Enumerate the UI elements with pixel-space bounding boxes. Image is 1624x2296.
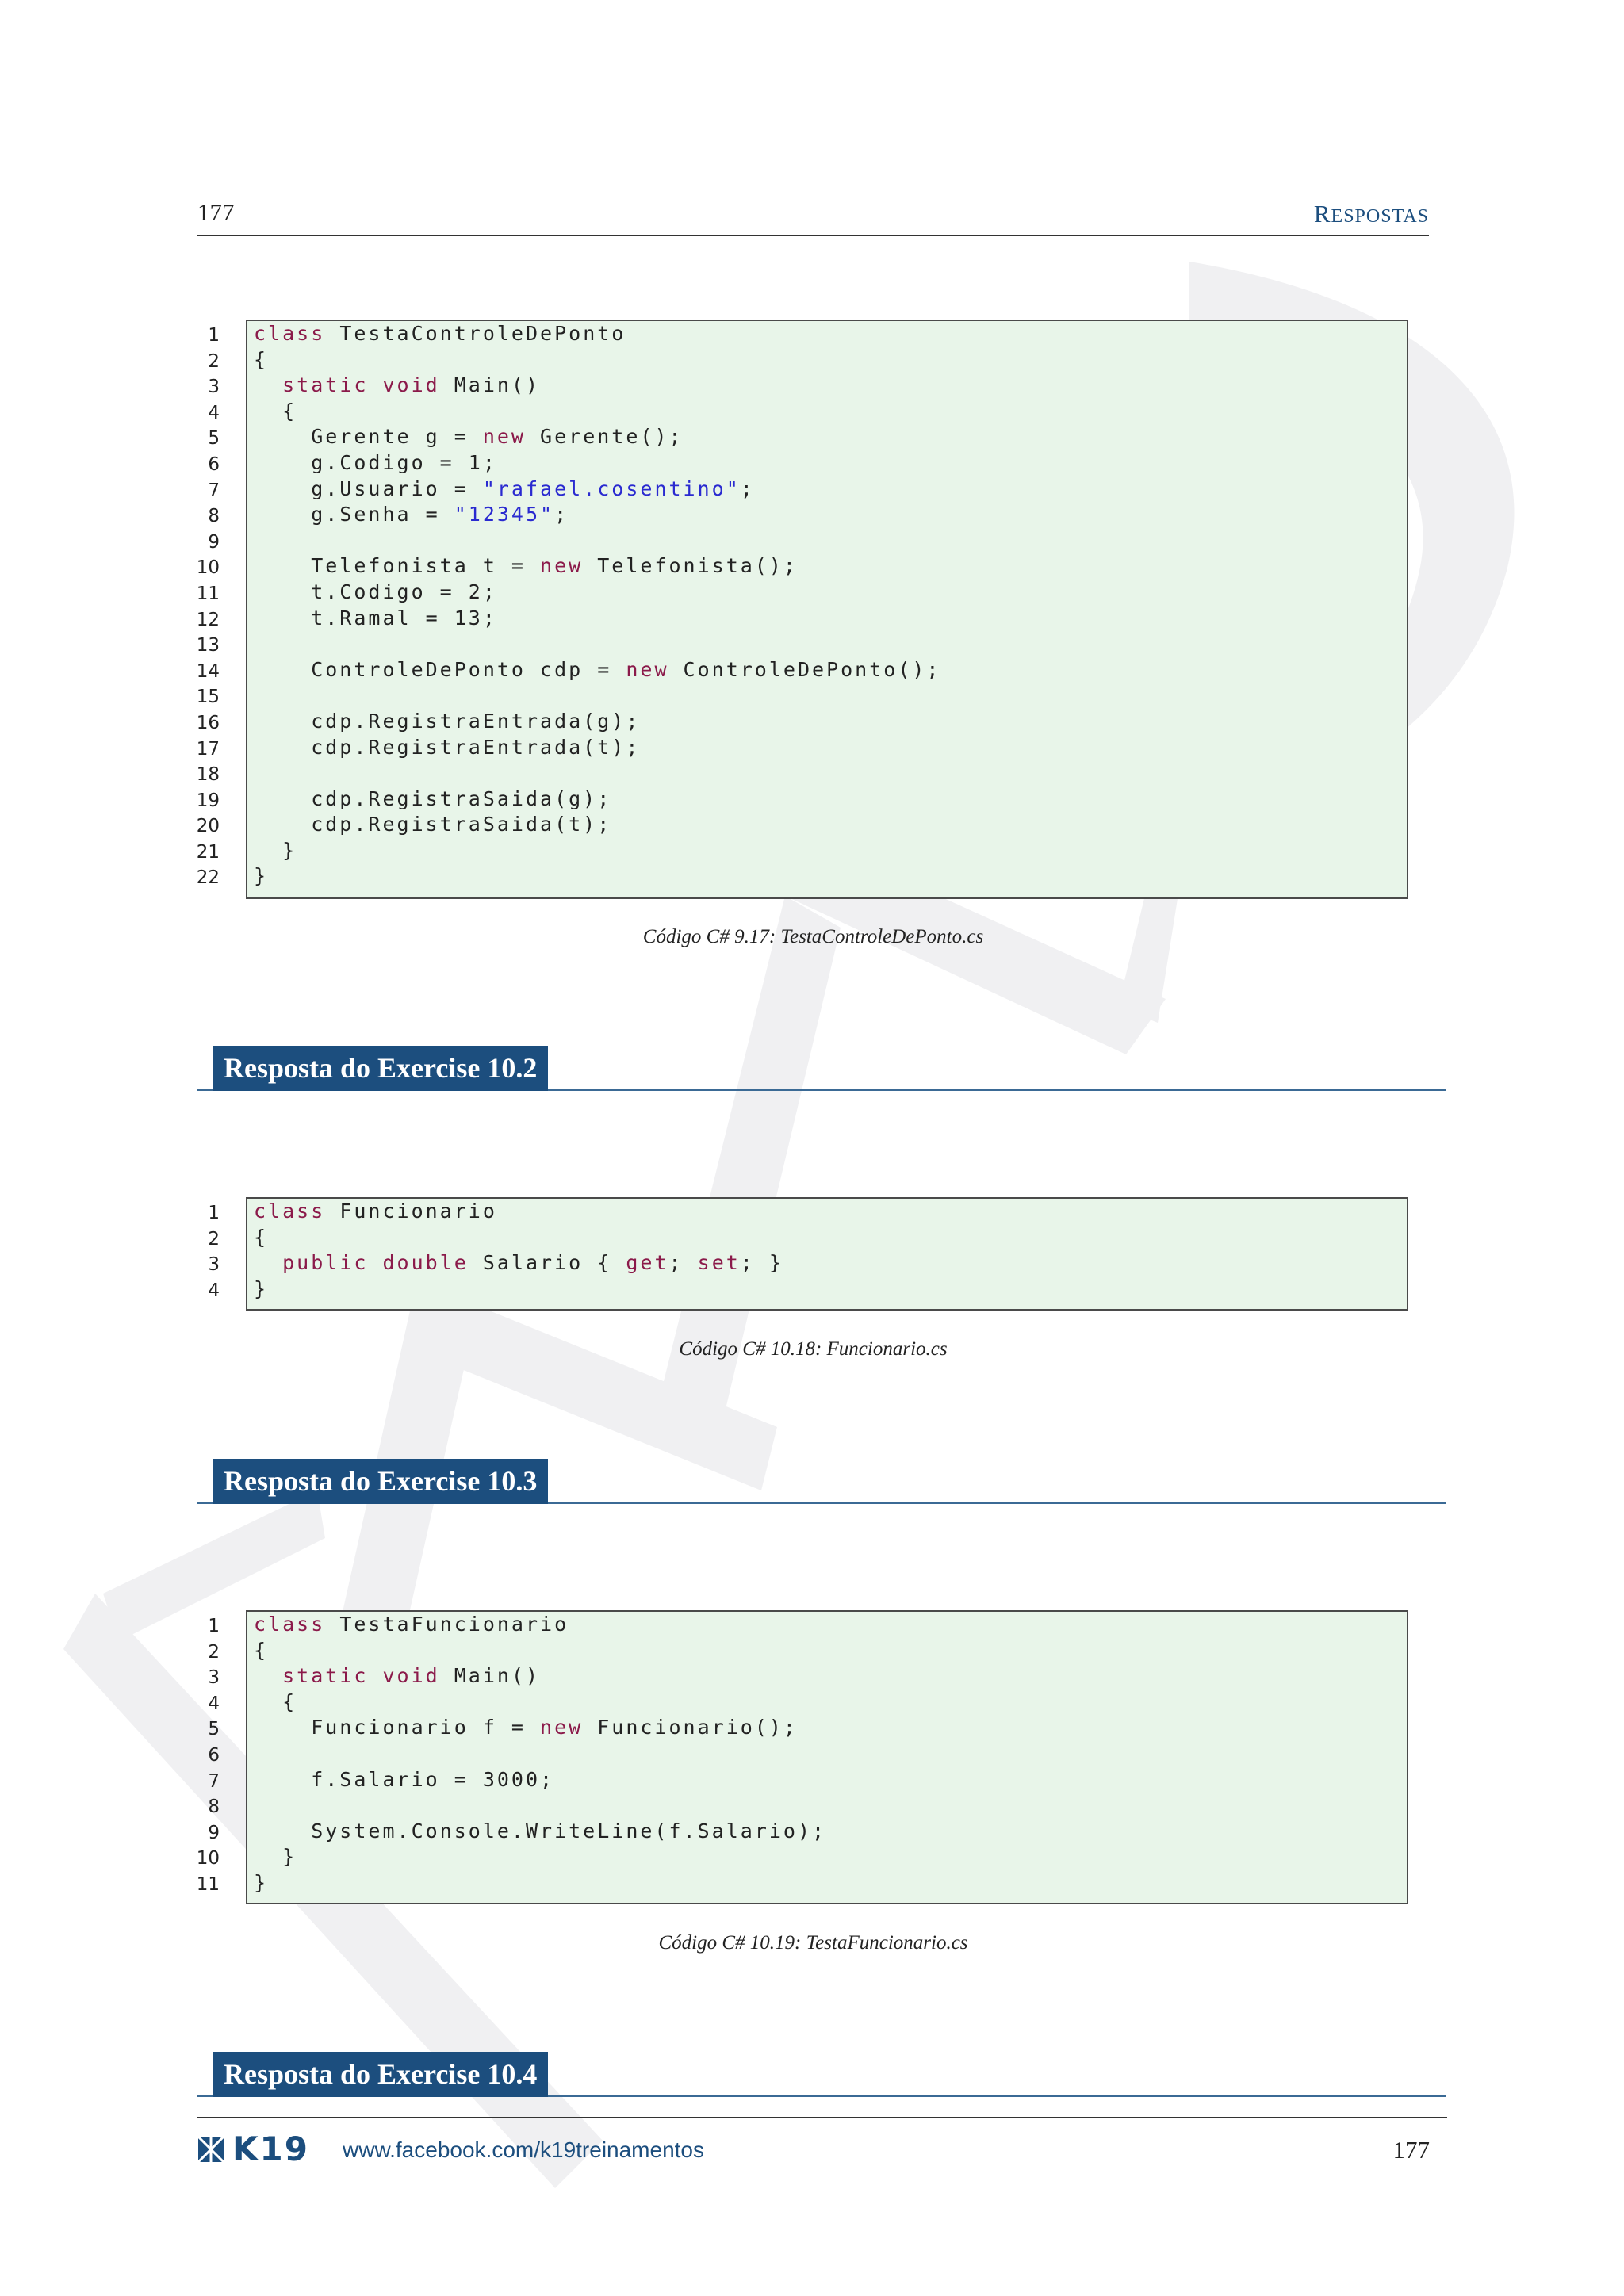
line-number: 13	[196, 635, 220, 656]
code-line: static void Main()	[282, 1664, 541, 1688]
code-line: {	[254, 347, 269, 371]
line-numbers	[196, 1613, 220, 1898]
line-number: 4	[208, 402, 220, 423]
code-line: ControleDePonto cdp = new ControleDePonto();	[254, 657, 941, 681]
code-line: }	[254, 864, 269, 888]
page-footer	[197, 2117, 1447, 2182]
code-line: static void Main()	[282, 373, 541, 397]
exercise-heading-label: Resposta do Exercise 10.4	[213, 2052, 548, 2097]
exercise-heading	[197, 2052, 1446, 2099]
line-number: 3	[208, 377, 220, 398]
line-number: 14	[196, 660, 220, 682]
line-number: 22	[196, 867, 220, 889]
code-line: cdp.RegistraEntrada(g);	[254, 709, 641, 733]
line-numbers	[196, 323, 220, 891]
code-line: g.Codigo = 1;	[254, 450, 497, 474]
line-number: 5	[208, 1719, 220, 1740]
code-line: f.Salario = 3000;	[254, 1767, 555, 1791]
line-number: 8	[208, 1797, 220, 1818]
footer-page-number: 177	[1392, 2136, 1430, 2164]
code-line: }	[254, 1870, 269, 1894]
code-caption: Código C# 10.18: Funcionario.cs	[679, 1338, 948, 1360]
line-number: 11	[196, 583, 220, 604]
code-line: cdp.RegistraSaida(g);	[254, 786, 612, 810]
line-number: 3	[208, 1667, 220, 1689]
code-line	[254, 1741, 1407, 1767]
line-number: 2	[208, 1228, 220, 1249]
code-line: }	[254, 838, 297, 862]
exercise-heading	[197, 1046, 1446, 1093]
code-caption: Código C# 9.17: TestaControleDePonto.cs	[642, 926, 984, 947]
code-line: g.Senha = "12345";	[254, 503, 569, 526]
code-line: {	[254, 1689, 297, 1713]
line-number: 9	[208, 531, 220, 553]
code-line: Telefonista t = new Telefonista();	[254, 554, 798, 578]
code-line	[254, 1793, 1407, 1819]
code-line: class TestaFuncionario	[254, 1613, 569, 1636]
line-number: 7	[208, 1770, 220, 1792]
line-number: 6	[208, 453, 220, 475]
line-number: 8	[208, 506, 220, 527]
header-section-title: RESPOSTAS	[1313, 200, 1429, 228]
line-number: 5	[208, 428, 220, 450]
code-block	[246, 320, 1408, 899]
line-number: 10	[196, 1848, 220, 1869]
line-number: 1	[208, 325, 220, 346]
line-number: 1	[208, 1203, 220, 1223]
line-number: 20	[196, 816, 220, 837]
code-line: }	[254, 1276, 269, 1300]
code-line	[254, 683, 1407, 709]
code-line: }	[254, 1845, 297, 1869]
code-line: {	[254, 399, 297, 423]
code-line: t.Ramal = 13;	[254, 606, 497, 629]
line-number: 7	[208, 480, 220, 501]
footer-url-link[interactable]: www.facebook.com/k19treinamentos	[343, 2137, 704, 2162]
code-block	[246, 1197, 1408, 1311]
k19-logo-icon	[197, 2136, 224, 2163]
k19-logo-text: K19	[232, 2130, 309, 2168]
line-number: 15	[196, 687, 220, 708]
line-number: 4	[208, 1280, 220, 1301]
exercise-heading	[197, 1459, 1446, 1506]
code-line: {	[254, 1225, 269, 1249]
code-line: public double Salario { get; set; }	[282, 1251, 783, 1275]
code-line: {	[254, 1638, 269, 1662]
line-number: 2	[208, 350, 220, 372]
code-line: g.Usuario = "rafael.cosentino";	[254, 476, 755, 500]
code-line: Gerente g = new Gerente();	[254, 425, 684, 449]
k19-logo	[197, 2130, 309, 2168]
code-line: System.Console.WriteLine(f.Salario);	[254, 1819, 827, 1843]
code-line	[254, 760, 1407, 786]
code-line: cdp.RegistraEntrada(t);	[254, 735, 641, 759]
line-number: 1	[208, 1616, 220, 1636]
line-number: 12	[196, 609, 220, 630]
code-caption: Código C# 10.19: TestaFuncionario.cs	[658, 1932, 968, 1954]
header-page-number: 177	[197, 198, 235, 226]
code-line: class Funcionario	[254, 1200, 497, 1223]
line-number: 18	[196, 764, 220, 786]
line-number: 10	[196, 557, 220, 579]
exercise-heading-label: Resposta do Exercise 10.2	[213, 1046, 548, 1091]
code-line	[254, 528, 1407, 554]
line-number: 11	[196, 1873, 220, 1895]
code-line: Funcionario f = new Funcionario();	[254, 1716, 798, 1739]
line-numbers	[196, 1200, 220, 1303]
code-line: class TestaControleDePonto	[254, 322, 626, 345]
line-number: 17	[196, 738, 220, 760]
line-number: 16	[196, 712, 220, 733]
line-number: 21	[196, 841, 220, 863]
line-number: 19	[196, 790, 220, 811]
line-number: 3	[208, 1254, 220, 1276]
line-number: 2	[208, 1641, 220, 1663]
page-header	[197, 198, 1429, 236]
code-line	[254, 631, 1407, 657]
exercise-heading-label: Resposta do Exercise 10.3	[213, 1459, 548, 1504]
code-block	[246, 1610, 1408, 1904]
line-number: 9	[208, 1822, 220, 1843]
code-line: cdp.RegistraSaida(t);	[254, 813, 612, 836]
line-number: 4	[208, 1693, 220, 1714]
code-line: t.Codigo = 2;	[254, 580, 497, 603]
line-number: 6	[208, 1744, 220, 1766]
